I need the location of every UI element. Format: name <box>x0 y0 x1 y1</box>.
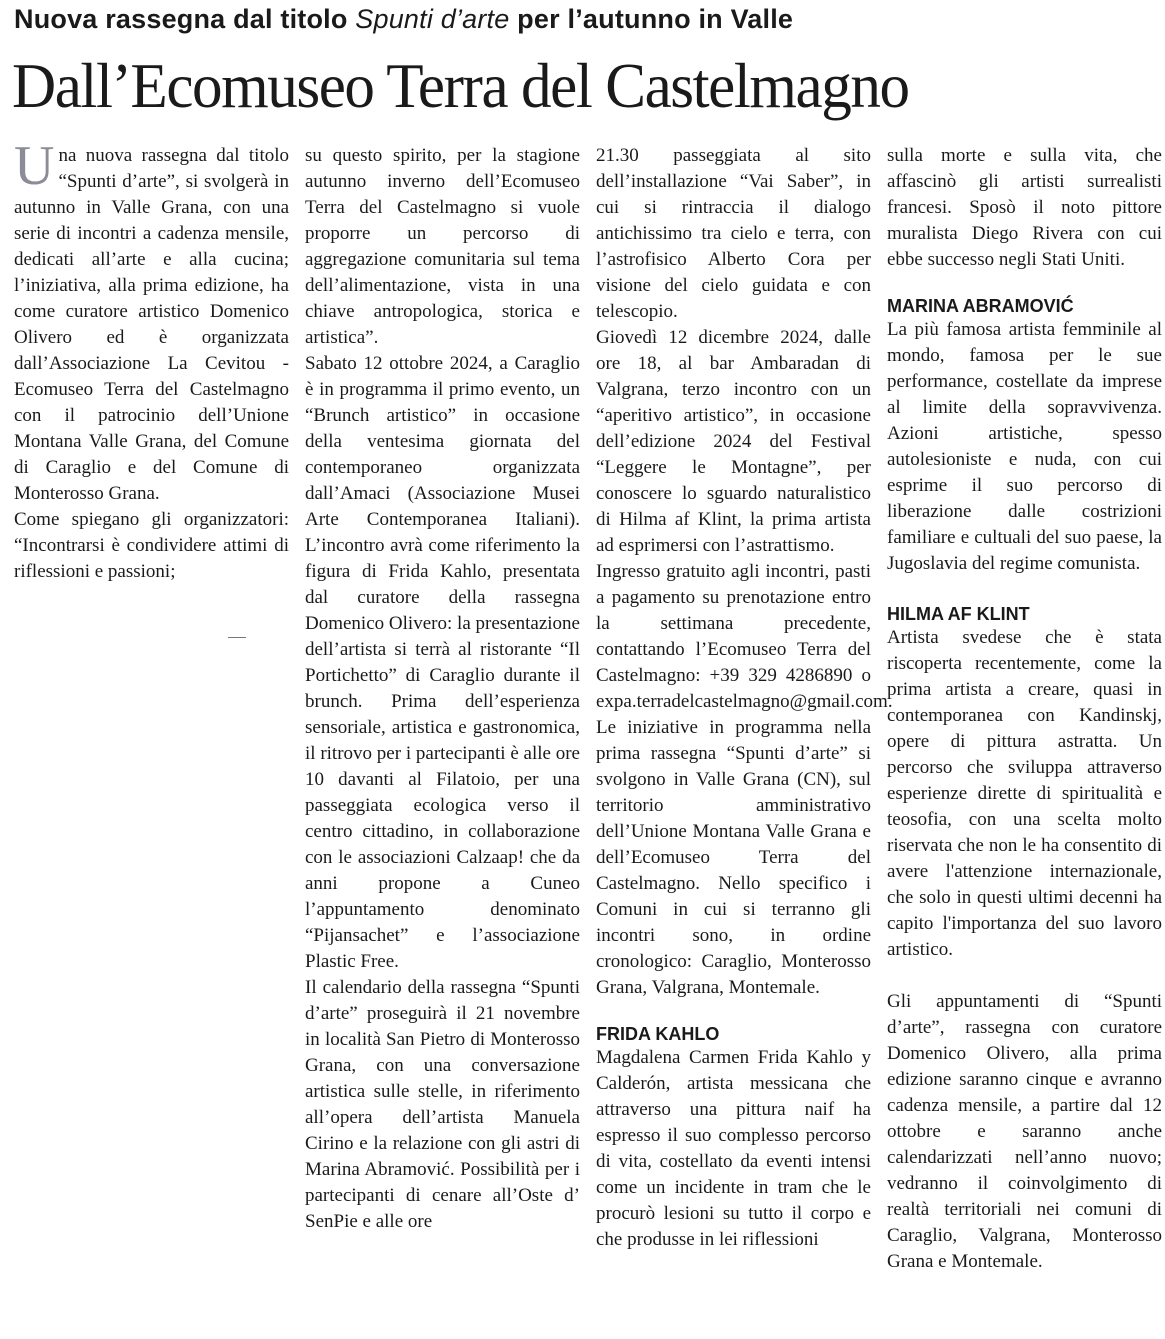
paragraph: Come spiegano gli organizzatori: “Incontrarsi è condividere attimi di riflessioni e passioni; <box>14 509 289 582</box>
article-column-4 <box>887 143 1162 1275</box>
paragraph: Giovedì 12 dicembre 2024, dalle ore 18, al bar Ambaradan di Valgrana, terzo incontro con un “aperitivo artistico”, in occasione dell’edizione 2024 del Festival “Leggere le Montagne”, per conoscere lo sguardo naturalistico di Hilma af Klint, la prima artista ad esprimersi con l’astrattismo. <box>596 327 871 556</box>
headline: Dall’Ecomuseo Terra del Castelmagno <box>12 50 909 121</box>
paragraph: Magdalena Carmen Frida Kahlo y Calderón, artista messicana che attraverso una pittura naif ha espresso il suo complesso percorso di vita, costellato da eventi intensi come un incidente in tram che le procurò lesioni su tutto il corpo e che produsse in lei riflessioni <box>596 1047 871 1250</box>
paragraph: Artista svedese che è stata riscoperta recentemente, come la prima artista a creare, quasi in contemporanea con Kandinskj, opere di pittura astratta. Un percorso che sviluppa attraverso esperienze dirette di spiritualità e teosofia, con una scelta molto riservata che non le ha consentito di avere l'attenzione internazionale, che solo in questi ultimi decenni ha capito l'importanza del suo lavoro artistico. <box>887 627 1162 960</box>
section-heading-hilma-af-klint: HILMA AF KLINT <box>887 604 1030 624</box>
paragraph: Sabato 12 ottobre 2024, a Caraglio è in programma il primo evento, un “Brunch artistico” in occasione della ventesima giornata del contemporaneo organizzata dall’Amaci (Associazione Musei Arte Contemporanea Italiani). L’incontro avrà come riferimento la figura di Frida Kahlo, presentata dal curatore della rassegna Domenico Olivero: la presentazione dell’artista si terrà al ristorante “Il Portichetto” di Caraglio durante il brunch. Prima dell’esperienza sensoriale, artistica e gastronomica, il ritrovo per i partecipanti è alle ore 10 davanti al Filatoio, per una passeggiata ecologica verso il centro cittadino, in collaborazione con le associazioni Calzaap! che da anni propone a Cuneo l’appuntamento denominato “Pijansachet” e l’associazione Plastic Free. <box>305 353 580 972</box>
kicker-text-after: per l’autunno in Valle <box>509 4 794 34</box>
paragraph: 21.30 passeggiata al sito dell’installazione “Vai Saber”, in cui si rintraccia il dialogo antichissimo tra cielo e terra, con l’astrofisico Alberto Cora per visione del cielo guidata e con telescopio. <box>596 145 871 322</box>
section-heading-marina-abramovic: MARINA ABRAMOVIĆ <box>887 296 1074 316</box>
paragraph: su questo spirito, per la stagione autunno inverno dell’Ecomuseo Terra del Castelmagno si vuole proporre un percorso di aggregazione comunitaria sul tema dell’alimentazione, vista in una chiave antropologica, storica e artistica”. <box>305 145 580 348</box>
paragraph: sulla morte e sulla vita, che affascinò gli artisti surrealisti francesi. Sposò il noto pittore muralista Diego Rivera con cui ebbe successo negli Stati Uniti. <box>887 145 1162 270</box>
article-column-3 <box>596 143 893 1253</box>
paragraph: na nuova rassegna dal titolo “Spunti d’arte”, si svolgerà in autunno in Valle Grana, con una serie di incontri a cadenza mensile, dedicati all’arte e alla cucina; l’iniziativa, alla prima edizione, ha come curatore artistico Domenico Olivero ed è organizzata dall’Associazione La Cevitou - Ecomuseo Terra del Castelmagno con il patrocinio dell’Unione Montana Valle Grana, del Comune di Caraglio e del Comune di Monterosso Grana. <box>14 145 289 504</box>
kicker-text-italic: Spunti d’arte <box>355 4 510 34</box>
kicker-line <box>14 2 793 36</box>
paragraph: Le iniziative in programma nella prima rassegna “Spunti d’arte” si svolgono in Valle Grana (CN), sul territorio amministrativo dell’Unione Montana Valle Grana e dell’Ecomuseo Terra del Castelmagno. Nello specifico i Comuni in cui si terranno gli incontri sono, in ordine cronologico: Caraglio, Monterosso Grana, Valgrana, Montemale. <box>596 717 871 998</box>
kicker-text-before: Nuova rassegna dal titolo <box>14 4 356 34</box>
section-heading-frida-kahlo: FRIDA KAHLO <box>596 1024 720 1044</box>
paragraph: Il calendario della rassegna “Spunti d’arte” proseguirà il 21 novembre in località San Pietro di Monterosso Grana, con una conversazione artistica sulle stelle, in riferimento all’opera dell’artista Manuela Cirino e la relazione con gli astri di Marina Abramović. Possibilità per i partecipanti di cenare all’Oste d’ SenPie e alle ore <box>305 977 580 1232</box>
column-end-rule <box>228 637 246 638</box>
paragraph: La più famosa artista femminile al mondo, famosa per le sue performance, costellate da imprese al limite della sopravvivenza. Azioni artistiche, spesso autolesioniste e nuda, con cui esprime il suo percorso di liberazione dalle costrizioni familiare e cultuali del suo paese, la Jugoslavia del regime comunista. <box>887 319 1162 574</box>
article-column-1 <box>14 135 289 585</box>
article-column-2 <box>305 143 580 1235</box>
drop-cap: U <box>14 135 55 197</box>
paragraph: Gli appuntamenti di “Spunti d’arte”, rassegna con curatore Domenico Olivero, alla prima edizione saranno cinque e avranno cadenza mensile, a partire dal 12 ottobre e saranno anche calendarizzati nell’anno nuovo; vedranno il coinvolgimento di realtà territoriali nei comuni di Caraglio, Valgrana, Monterosso Grana e Montemale. <box>887 991 1162 1272</box>
paragraph: Ingresso gratuito agli incontri, pasti a pagamento su prenotazione entro la settimana precedente, contattando l’Ecomuseo Terra del Castelmagno: +39 329 4286890 o expa.terradelcastelmagno@gmail.com. <box>596 561 893 712</box>
